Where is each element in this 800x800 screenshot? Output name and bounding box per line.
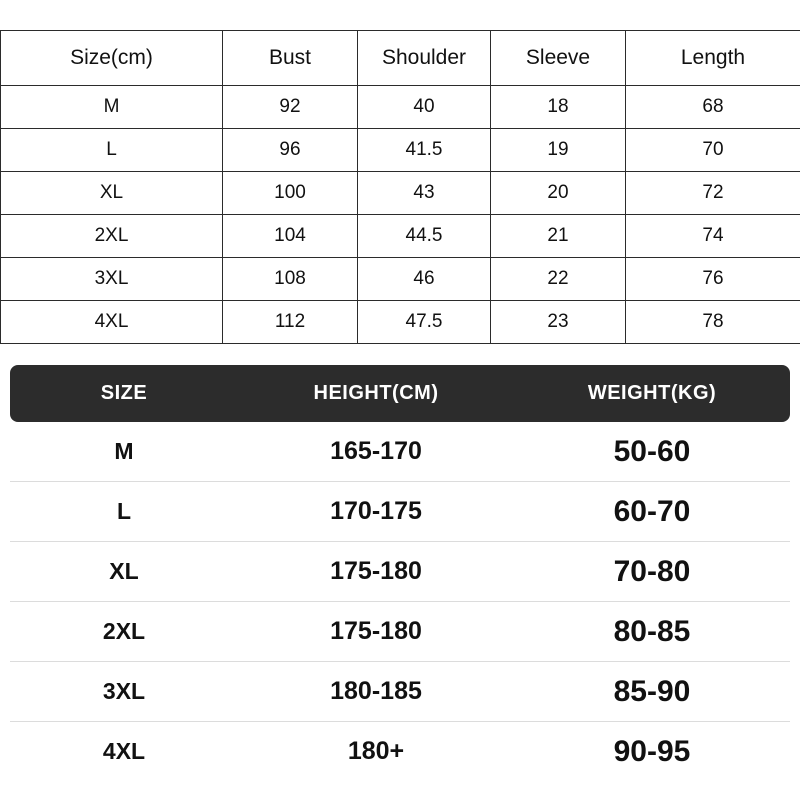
cell-size: M (1, 86, 223, 129)
cell-size: 4XL (102, 738, 146, 764)
table-row (10, 602, 790, 662)
cell-length: 74 (626, 215, 800, 258)
cell-length: 68 (626, 86, 800, 129)
column-header-sleeve: Sleeve (491, 31, 626, 86)
table-header-row (1, 31, 800, 86)
cell-size: L (1, 129, 223, 172)
cell-bust: 108 (223, 258, 358, 301)
table-row (1, 129, 800, 172)
height-weight-table (10, 365, 790, 781)
column-header-weight: WEIGHT(KG) (514, 365, 790, 422)
table-row (1, 215, 800, 258)
table-row (1, 258, 800, 301)
cell-weight: 60-70 (514, 482, 790, 542)
cell-size: 4XL (1, 301, 223, 344)
cell-height: 170-175 (238, 482, 514, 542)
cell-sleeve: 20 (491, 172, 626, 215)
cell-sleeve: 22 (491, 258, 626, 301)
cell-shoulder: 47.5 (358, 301, 491, 344)
cell-shoulder: 40 (358, 86, 491, 129)
cell-length: 76 (626, 258, 800, 301)
cell-bust: 112 (223, 301, 358, 344)
table-header-row (10, 365, 790, 422)
cell-shoulder: 41.5 (358, 129, 491, 172)
table-row (1, 172, 800, 215)
cell-sleeve: 23 (491, 301, 626, 344)
cell-size: XL (10, 542, 238, 602)
cell-size: 3XL (1, 258, 223, 301)
column-header-length: Length (626, 31, 800, 86)
measurement-table (0, 30, 800, 344)
cell-bust: 100 (223, 172, 358, 215)
column-header-size: SIZE (10, 365, 238, 422)
table-row (1, 86, 800, 129)
cell-size: L (10, 482, 238, 542)
cell-size: 2XL (10, 602, 238, 662)
column-header-size: Size(cm) (1, 31, 223, 86)
cell-bust: 104 (223, 215, 358, 258)
cell-size: 2XL (1, 215, 223, 258)
cell-height: 180-185 (238, 662, 514, 722)
cell-length: 78 (626, 301, 800, 344)
cell-shoulder: 43 (358, 172, 491, 215)
cell-weight: 90-95 (613, 734, 691, 768)
cell-weight: 85-90 (514, 662, 790, 722)
cell-sleeve: 21 (491, 215, 626, 258)
cell-size: XL (1, 172, 223, 215)
column-header-shoulder: Shoulder (358, 31, 491, 86)
cell-sleeve: 19 (491, 129, 626, 172)
cell-weight: 80-85 (514, 602, 790, 662)
column-header-height: HEIGHT(CM) (238, 365, 514, 422)
cell-sleeve: 18 (491, 86, 626, 129)
table-row (10, 722, 790, 782)
cell-length: 70 (626, 129, 800, 172)
column-header-bust: Bust (223, 31, 358, 86)
table-row (10, 662, 790, 722)
cell-bust: 96 (223, 129, 358, 172)
cell-shoulder: 44.5 (358, 215, 491, 258)
cell-weight: 70-80 (514, 542, 790, 602)
table-row (1, 301, 800, 344)
measurement-table-container (0, 30, 800, 344)
cell-length: 72 (626, 172, 800, 215)
cell-height: 175-180 (238, 542, 514, 602)
cell-size: 3XL (10, 662, 238, 722)
cell-weight: 50-60 (514, 422, 790, 482)
cell-height: 165-170 (238, 422, 514, 482)
table-row (10, 542, 790, 602)
cell-height: 180+ (347, 737, 405, 765)
table-row (10, 422, 790, 482)
table-row (10, 482, 790, 542)
cell-bust: 92 (223, 86, 358, 129)
cell-shoulder: 46 (358, 258, 491, 301)
cell-size: M (10, 422, 238, 482)
height-weight-table-container (10, 365, 790, 781)
cell-height: 175-180 (238, 602, 514, 662)
